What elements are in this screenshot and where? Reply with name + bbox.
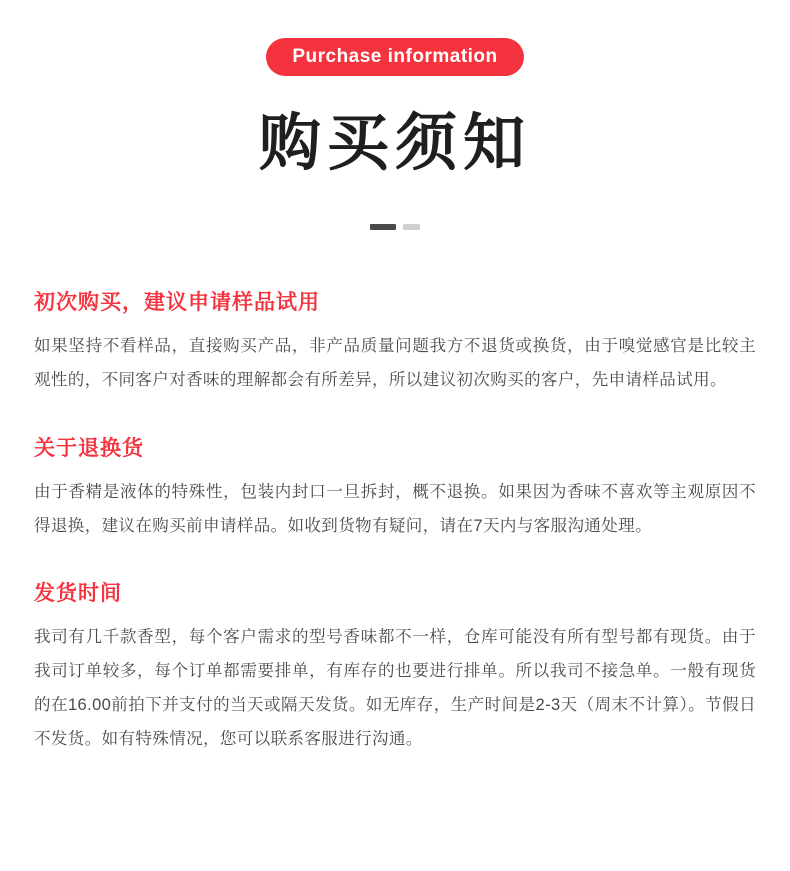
section-title: 发货时间 — [34, 582, 122, 606]
sections-container — [0, 286, 790, 757]
section-shipping-time — [34, 577, 756, 756]
section-body: 如果坚持不看样品，直接购买产品，非产品质量问题我方不退货或换货，由于嗅觉感官是比较主观性的，不同客户对香味的理解都会有所差异，所以建议初次购买的客户，先申请样品试用。 — [34, 337, 756, 389]
section-title: 初次购买，建议申请样品试用 — [34, 291, 320, 315]
section-body: 由于香精是液体的特殊性，包装内封口一旦拆封，概不退换。如果因为香味不喜欢等主观原因不得退换，建议在购买前申请样品。如收到货物有疑问，请在7天内与客服沟通处理。 — [34, 482, 756, 535]
decorative-divider — [0, 224, 790, 230]
section-returns-exchanges — [34, 432, 756, 544]
section-body: 我司有几千款香型，每个客户需求的型号香味都不一样，仓库可能没有所有型号都有现货。由于我司订单较多，每个订单都需要排单，有库存的也要进行排单。所以我司不接急单。一般有现货的在16.00前拍下并支付的当天或隔天发货。如无库存，生产时间是2-3天（周末不计算）。节假日不发货。如有特殊情况，您可以联系客服进行沟通。 — [34, 628, 756, 748]
page-title: 购买须知 — [258, 109, 531, 178]
section-first-purchase — [34, 286, 756, 398]
divider-dash-short-icon — [403, 224, 420, 230]
page-header — [0, 0, 790, 230]
section-title: 关于退换货 — [34, 436, 144, 460]
badge-purchase-information: Purchase information — [266, 38, 523, 76]
divider-dash-long-icon — [370, 224, 396, 230]
